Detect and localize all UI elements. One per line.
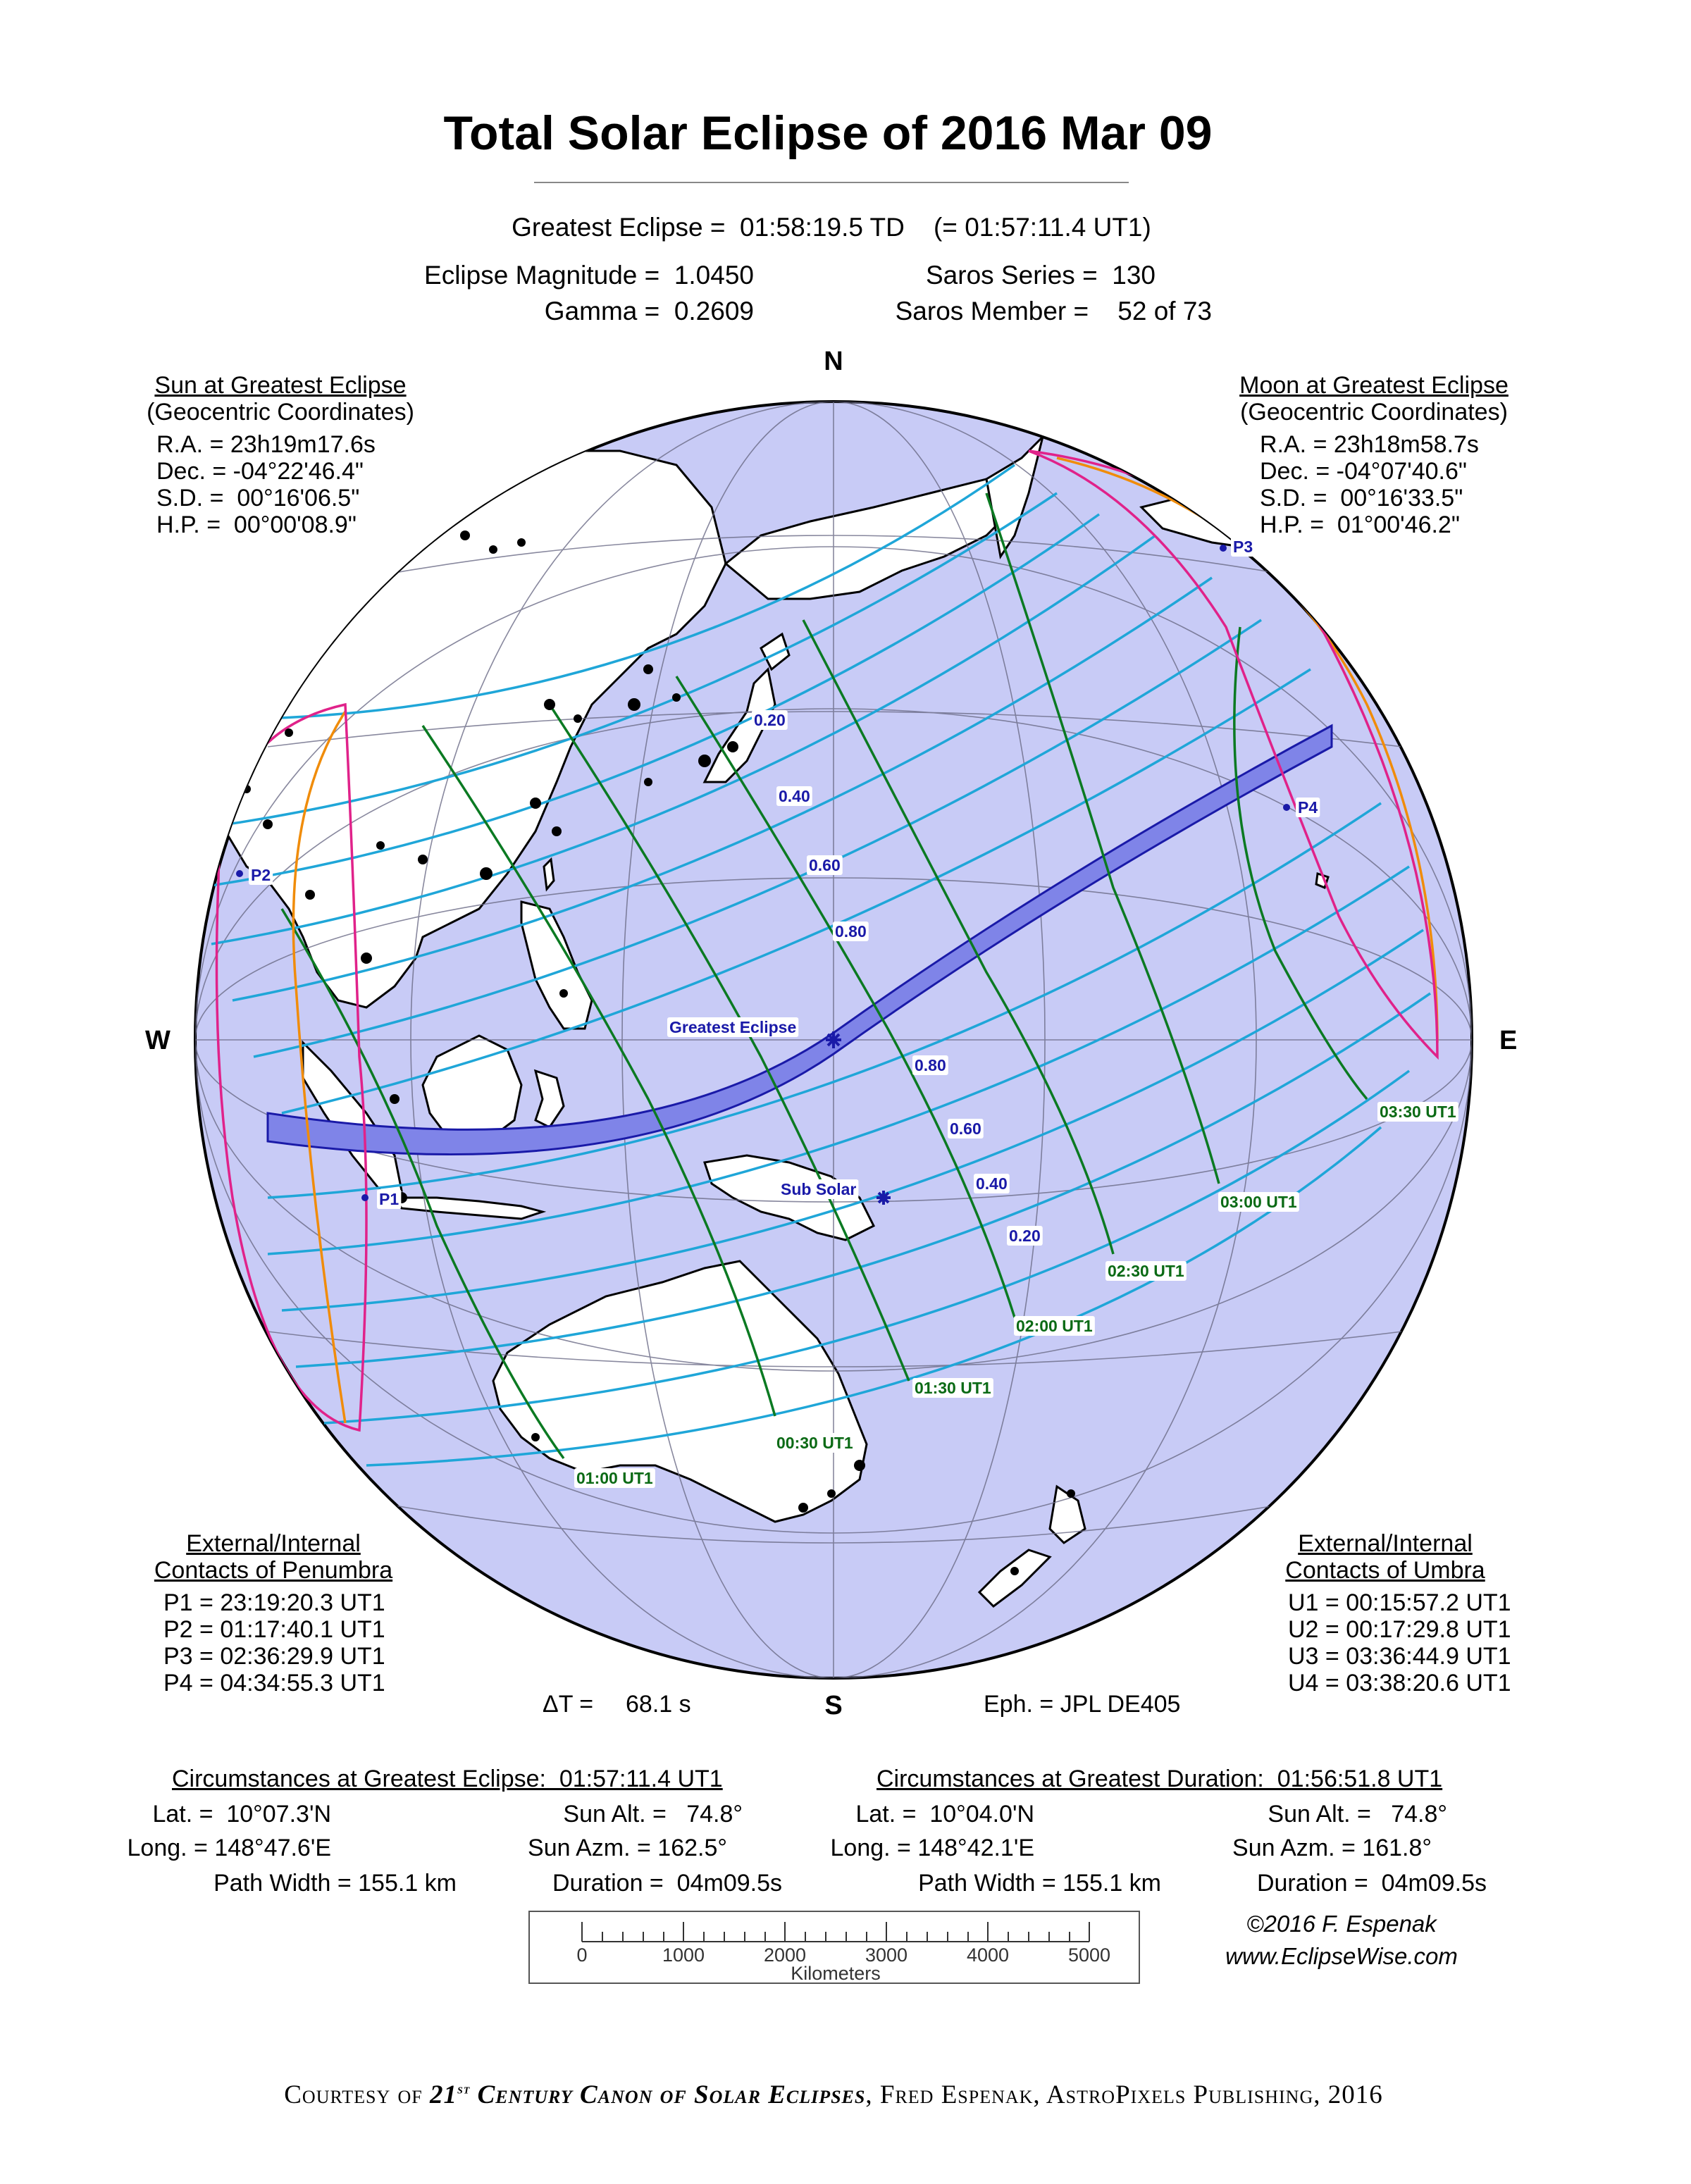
gamma-value: Gamma = 0.2609 — [544, 297, 754, 325]
courtesy-suffix: , Fred Espenak, AstroPixels Publishing, 2016 — [865, 2080, 1383, 2109]
time-label-0200: 02:00 UT1 — [1016, 1317, 1093, 1335]
circ-duration-lat: Lat. = 10°04.0'N — [855, 1801, 1034, 1828]
moon-subheading: (Geocentric Coordinates) — [1240, 399, 1508, 426]
scale-tick-2000: 2000 — [763, 1944, 807, 1966]
delta-t-label: ΔT = — [543, 1691, 594, 1718]
circ-greatest-sun-azm: Sun Azm. = 162.5° — [528, 1835, 727, 1861]
sun-dec: Dec. = -04°22'46.4" — [156, 458, 364, 485]
moon-heading: Moon at Greatest Eclipse — [1239, 372, 1509, 399]
u2-contact: U2 = 00:17:29.8 UT1 — [1288, 1616, 1511, 1643]
book-number: 21 — [430, 2080, 458, 2109]
mag-label-1: 0.20 — [754, 711, 786, 729]
moon-ra: R.A. = 23h18m58.7s — [1260, 431, 1479, 458]
p2-point — [236, 870, 243, 877]
circ-duration-heading: Circumstances at Greatest Duration: 01:56:51.8 UT1 — [877, 1766, 1443, 1792]
book-number-suffix: st — [457, 2081, 471, 2097]
time-label-0130: 01:30 UT1 — [915, 1379, 991, 1397]
circ-greatest-path-width: Path Width = 155.1 km — [213, 1870, 457, 1897]
mag-label-4: 0.80 — [835, 922, 867, 941]
scale-bar-frame — [528, 1911, 1140, 1984]
mag-label-8: 0.20 — [1009, 1227, 1041, 1245]
page-title: Total Solar Eclipse of 2016 Mar 09 — [443, 106, 1213, 160]
p2-label: P2 — [251, 866, 271, 884]
scale-tick-0: 0 — [576, 1944, 588, 1966]
time-label-0330: 03:30 UT1 — [1380, 1103, 1456, 1121]
time-label-0030: 00:30 UT1 — [776, 1434, 853, 1452]
copyright: ©2016 F. Espenak — [1246, 1911, 1437, 1937]
moon-hp: H.P. = 01°00'46.2" — [1260, 511, 1460, 538]
p2-contact: P2 = 01:17:40.1 UT1 — [163, 1616, 385, 1643]
p4-label: P4 — [1298, 798, 1318, 817]
p4-point — [1283, 804, 1290, 811]
compass-north: N — [824, 347, 843, 376]
umbra-heading-1: External/Internal — [1298, 1530, 1473, 1557]
sun-ra: R.A. = 23h19m17.6s — [156, 431, 376, 458]
circ-greatest-heading: Circumstances at Greatest Eclipse: 01:57:11.4 UT1 — [172, 1766, 723, 1792]
circ-duration-path-width: Path Width = 155.1 km — [918, 1870, 1161, 1897]
scale-tick-4000: 4000 — [966, 1944, 1010, 1966]
time-label-0230: 02:30 UT1 — [1108, 1262, 1184, 1280]
circ-duration-sun-alt: Sun Alt. = 74.8° — [1268, 1801, 1447, 1828]
greatest-eclipse-time: Greatest Eclipse = 01:58:19.5 TD (= 01:57:11.4 UT1) — [512, 213, 1151, 242]
circ-duration-duration: Duration = 04m09.5s — [1256, 1870, 1487, 1897]
moon-dec: Dec. = -04°07'40.6" — [1260, 458, 1467, 485]
ephemeris: Eph. = JPL DE405 — [984, 1691, 1181, 1718]
p4-contact: P4 = 04:34:55.3 UT1 — [163, 1670, 385, 1696]
sun-heading: Sun at Greatest Eclipse — [154, 372, 407, 399]
compass-east: E — [1499, 1026, 1518, 1055]
scale-tick-5000: 5000 — [1067, 1944, 1111, 1966]
website-link[interactable]: www.EclipseWise.com — [1225, 1943, 1458, 1969]
umbra-heading-2: Contacts of Umbra — [1285, 1557, 1485, 1584]
mag-label-2: 0.40 — [779, 787, 810, 805]
mag-label-7: 0.40 — [976, 1174, 1008, 1193]
scale-tick-1000: 1000 — [662, 1944, 705, 1966]
p3-label: P3 — [1233, 538, 1253, 556]
delta-t-value: 68.1 s — [626, 1691, 691, 1718]
u3-contact: U3 = 03:36:44.9 UT1 — [1288, 1643, 1511, 1670]
sub-solar-marker — [877, 1191, 891, 1205]
p1-label: P1 — [379, 1190, 399, 1208]
p1-contact: P1 = 23:19:20.3 UT1 — [163, 1589, 385, 1616]
scale-unit: Kilometers — [791, 1963, 881, 1984]
p3-point — [1220, 545, 1227, 552]
mag-label-3: 0.60 — [809, 856, 841, 874]
saros-member: Saros Member = 52 of 73 — [895, 297, 1212, 325]
time-label-0300: 03:00 UT1 — [1220, 1193, 1297, 1211]
eclipse-magnitude: Eclipse Magnitude = 1.0450 — [424, 261, 754, 290]
compass-west: W — [145, 1026, 171, 1055]
time-label-0100: 01:00 UT1 — [576, 1469, 653, 1487]
mag-label-5: 0.80 — [915, 1056, 946, 1074]
moon-sd: S.D. = 00°16'33.5" — [1260, 485, 1463, 511]
sun-subheading: (Geocentric Coordinates) — [147, 399, 414, 426]
circ-greatest-lat: Lat. = 10°07.3'N — [152, 1801, 331, 1828]
circ-greatest-long: Long. = 148°47.6'E — [127, 1835, 331, 1861]
p1-point — [361, 1194, 368, 1201]
greatest-eclipse-label: Greatest Eclipse — [669, 1018, 797, 1036]
u1-contact: U1 = 00:15:57.2 UT1 — [1288, 1589, 1511, 1616]
u4-contact: U4 = 03:38:20.6 UT1 — [1288, 1670, 1511, 1696]
p3-contact: P3 = 02:36:29.9 UT1 — [163, 1643, 385, 1670]
scale-tick-3000: 3000 — [865, 1944, 908, 1966]
circ-duration-sun-azm: Sun Azm. = 161.8° — [1232, 1835, 1432, 1861]
sun-sd: S.D. = 00°16'06.5" — [156, 485, 360, 511]
mag-label-6: 0.60 — [950, 1119, 981, 1138]
courtesy-line — [284, 2080, 1382, 2110]
sub-solar-label: Sub Solar — [781, 1180, 857, 1198]
circ-greatest-duration: Duration = 04m09.5s — [552, 1870, 782, 1897]
circ-greatest-sun-alt: Sun Alt. = 74.8° — [563, 1801, 743, 1828]
sun-hp: H.P. = 00°00'08.9" — [156, 511, 357, 538]
courtesy-prefix: Courtesy of — [284, 2080, 431, 2109]
book-title: Century Canon of Solar Eclipses — [470, 2080, 866, 2109]
circ-duration-long: Long. = 148°42.1'E — [830, 1835, 1034, 1861]
compass-south: S — [824, 1691, 843, 1720]
penumbra-heading-1: External/Internal — [186, 1530, 361, 1557]
saros-series: Saros Series = 130 — [926, 261, 1156, 290]
penumbra-heading-2: Contacts of Penumbra — [154, 1557, 393, 1584]
